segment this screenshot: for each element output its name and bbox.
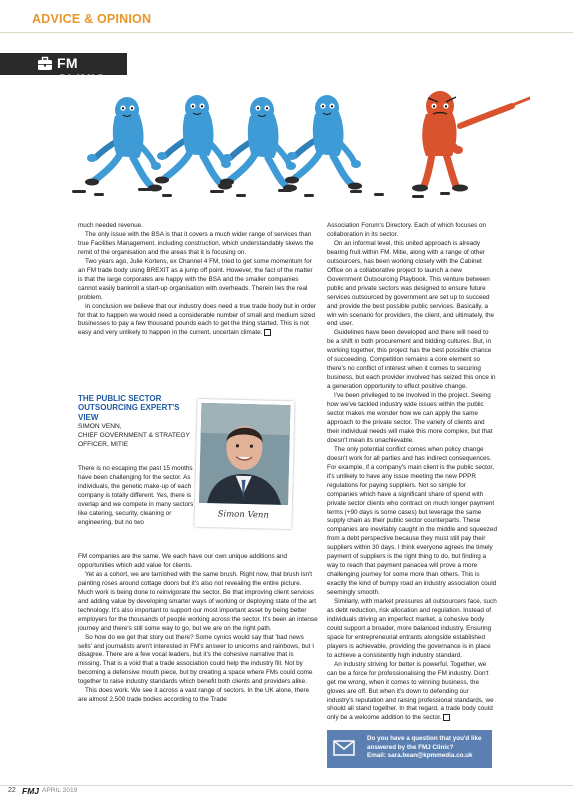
author-photo: [194, 399, 294, 529]
author-block: [78, 394, 193, 449]
paragraph: FM companies are the same. We each have our own unique additions and opportunities which add value for clients.: [78, 553, 287, 569]
paragraph: Similarly, with market pressures all outsourcers face, such as debt reduction, risk allocation and regulation. Instead of individuals driving an imperfect market, a cohesive body could support a broader, more balanced industry. Ensuring space for entrepreneurial entrants alongside established players is achievable, providing the governance is in place to achieve a consistently high industry standard.: [327, 598, 497, 659]
end-square-icon: [443, 714, 450, 721]
clinic-banner: [0, 53, 127, 87]
paragraph: In conclusion we believe that our industry does need a true trade body but in order for that to happen we would need a considerable number of small and medium sized businesses to pay a few thousand pounds each to get the thing started. This is not easy and very unlikely to happen in the current, uncertain climate.: [78, 302, 316, 337]
paragraph: This does work. We see it across a vast range of sectors. In the UK alone, there are almost 2,500 trade bodies according to the Trade: [78, 687, 310, 704]
footer-divider: [0, 785, 573, 786]
briefcase-icon: [37, 56, 53, 72]
paragraph: There is no escaping the past 15 months have been challenging for the sector. As individuals, the genetic make-up of each company is totally different. Yes, there is overlap and we compete in many sectors like catering, security, cleaning or engineering, but no two: [78, 465, 194, 526]
paragraph: much needed revenue.: [78, 222, 143, 229]
page-footer: [0, 785, 573, 809]
end-square-icon: [264, 329, 271, 336]
author-role: CHIEF GOVERNMENT & STRATEGY OFFICER, MITIE: [78, 431, 190, 448]
portrait-image: [199, 403, 290, 505]
paragraph: On an informal level, this united approach is already bearing fruit within FM. Mitie, along with a range of other outsourcers, has been working closely with the Cabinet Office on a collaborative project to launch a new Government Outsourcing Playbook. This venture between public and private sectors was designed to ensure future services outsourced by government are set up to succeed and provide the best possible public services. Basically, a win win scenario for providers, the client, and ultimately, the end user.: [327, 239, 495, 328]
issue-date: APRIL 2019: [42, 787, 78, 794]
paragraph: Guidelines have been developed and there will need to be a shift in both procurement and bidding cultures. But, in working together, this project has the best possible chance of succeeding. Competition remains a core element so there's no conflict of interest when it comes to securing business, but each provider involved has seized this once in a generation opportunity to effect positive change.: [327, 329, 496, 391]
illustration-marching-figures: [60, 90, 530, 205]
paragraph: Two years ago, Julie Kortens, ex Channel 4 FM, tried to get some momentum for an FM trade body using BREXIT as a jump off point. However, the fact of the matter is that the large corporates are happy with the BSA and the smaller companies cannot easily bankroll a start-up organisation with overheads. Therein lies the real problem.: [78, 257, 313, 301]
paragraph: Association Forum's Directory. Each of which focuses on collaboration in its sector.: [327, 222, 487, 238]
photo-caption: Simon Venn: [217, 509, 269, 521]
article-column-2: [327, 222, 497, 724]
page-number: 22: [8, 787, 16, 794]
section-label: ADVICE & OPINION: [32, 12, 152, 26]
paragraph: An industry striving for better is powerful. Together, we can be a force for professionalising the FM industry. Don't get me wrong, when it comes to winning business, the gloves are off. But when it's down to defending our industry's reputation and raising professional standards, we should all stand together. In that regard, a trade body could only be a welcome addition to the sector.: [327, 660, 494, 722]
question-text: Do you have a question that you'd like answered by the FMJ Clinic? Email: sara.bean@kpmmedia.co.uk: [367, 735, 487, 761]
clinic-title: FM CLINIC: [57, 55, 106, 87]
magazine-name: FMJ: [22, 786, 39, 796]
paragraph: The only issue with the BSA is that it covers a much wider range of services than true Facilities Management, including construction, which understandably skews the remit of the organisation and the areas that it is focusing on.: [78, 230, 314, 256]
contact-email[interactable]: Email: sara.bean@kpmmedia.co.uk: [367, 752, 473, 760]
question-box: [327, 730, 492, 768]
paragraph: So how do we get that story out there? Some cynics would say that 'bad news sells' and journalists aren't interested in FM's answer to unicorns and rainbows, but I disagree. There are a few vocal leaders, but it's the cohesive narrative that is missing. That is a void that a trade association could help the industry fill. Not by becoming a defensive mouth piece, but by creating a space where FMs could come together to raise industry standards which benefit both clients and providers alike.: [78, 633, 315, 686]
article-column-1: [78, 222, 318, 339]
article-column-3: [78, 465, 196, 528]
paragraph: Yet as a cohort, we are tarnished with the same brush. Right now, that brush isn't painting roses around cottage doors but it's also not revealing the entire picture. Much work is being done to reinvigorate the sector. Be that improving client services and adding value by developing smarter ways of working or deploying state of the art technology. It's also important to support our most important asset by being better employers for the thousands of people working across the sector. It's been an intense journey and there's still some way to go, but we are on the right path.: [78, 570, 318, 632]
header-divider: [0, 32, 573, 33]
paragraph: I've been privileged to be involved in the project. Seeing how we've tackled industry wide issues within the public sector makes me wonder how we can apply the same approach to the private sector. The variety of clients and their individual needs will make this more complex, but that doesn't mean its unachievable.: [327, 392, 493, 444]
subheading: THE PUBLIC SECTOR OUTSOURCING EXPERT'S VIEW: [78, 394, 180, 422]
envelope-icon: [333, 740, 355, 756]
article-column-4: [78, 553, 318, 705]
paragraph: The only potential conflict comes when policy change doesn't work for all parties and has indirect consequences. For example, if a company's main client is the public sector, it's unlikely to have any issue meeting the new PPPR regulations for paying suppliers. Not so simple for companies which have a significant share of spend with private sector clients who contract on much longer payment terms (+90 days is some cases) but leverage the same supply chain as their public sector counterparts. These companies are inevitably caught in the middle and squeezed from a debt perspective because they must still pay their suppliers within 30 days. I think everyone agrees the timely payment of suppliers is the right thing to do, but finding a way to reach that payment panacea will prove a more challenging journey for some more than others. This is exactly the kind of bumpy road an industry association could seemingly smooth.: [327, 445, 497, 597]
author-name: SIMON VENN,: [78, 422, 122, 430]
